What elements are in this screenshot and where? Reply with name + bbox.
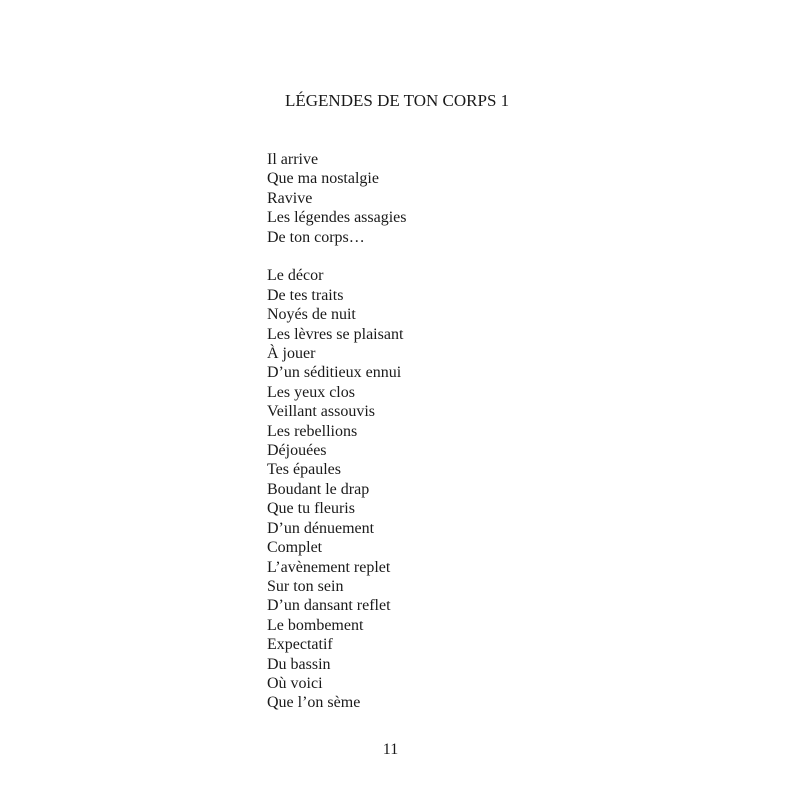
verse-line: Du bassin xyxy=(267,655,331,673)
verse-line: Les légendes assagies xyxy=(267,209,407,227)
verse-line: Complet xyxy=(267,539,323,557)
verse-line: D’un séditieux ennui xyxy=(267,364,402,382)
verse-line: Noyés de nuit xyxy=(267,306,356,324)
verse-line: Le décor xyxy=(267,267,324,285)
verse-line: Les lèvres se plaisant xyxy=(267,325,404,343)
verse-line: À jouer xyxy=(267,345,316,363)
stanza-1 xyxy=(267,150,627,247)
verse-line: Les yeux clos xyxy=(267,383,355,401)
page-number: 11 xyxy=(382,741,399,758)
verse-line: L’avènement replet xyxy=(267,558,391,576)
verse-line: De ton corps… xyxy=(267,228,365,246)
verse-line: D’un dénuement xyxy=(267,519,375,537)
verse-line: Il arrive xyxy=(267,151,319,168)
verse-line: D’un dansant reflet xyxy=(267,597,391,615)
poem-title: LÉGENDES DE TON CORPS 1 xyxy=(285,91,510,110)
verse-line: Les rebellions xyxy=(267,422,358,440)
verse-line: Que ma nostalgie xyxy=(267,170,379,188)
verse-line: Boudant le drap xyxy=(267,480,370,498)
verse-line: Tes épaules xyxy=(267,461,341,479)
verse-line: Expectatif xyxy=(267,636,333,654)
stanza-2 xyxy=(267,266,627,712)
verse-line: Déjouées xyxy=(267,442,327,460)
poem-body xyxy=(267,150,627,713)
verse-line: Où voici xyxy=(267,674,323,692)
verse-line: Que tu fleuris xyxy=(267,500,355,518)
verse-line: Que l’on sème xyxy=(267,694,361,712)
verse-line: Le bombement xyxy=(267,616,364,634)
verse-line: Ravive xyxy=(267,189,313,207)
verse-line: De tes traits xyxy=(267,286,344,304)
verse-line: Sur ton sein xyxy=(267,577,344,595)
verse-line: Veillant assouvis xyxy=(267,403,375,421)
